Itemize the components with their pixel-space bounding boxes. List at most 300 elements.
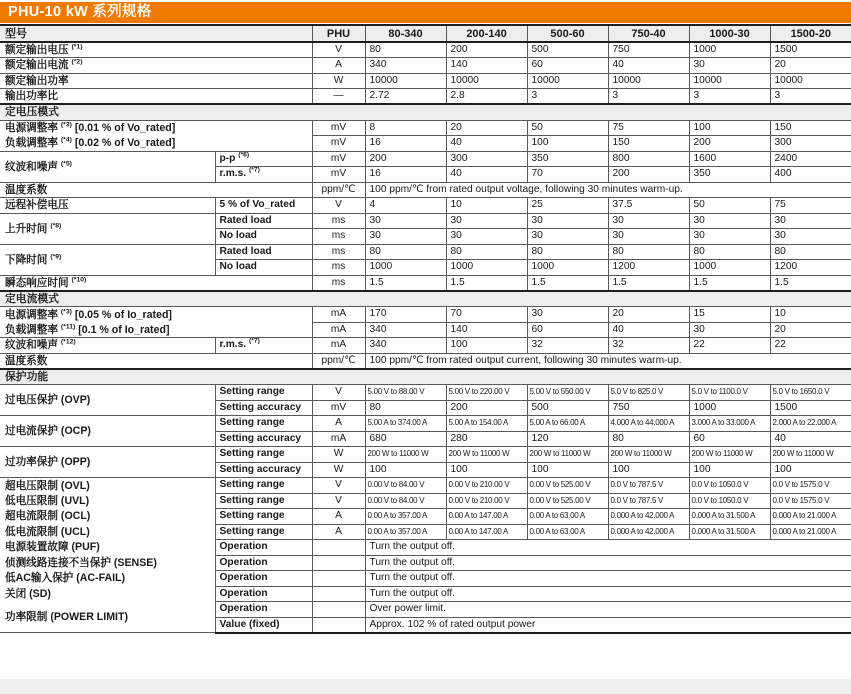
row-sublabel: Setting range — [215, 385, 312, 401]
value-cell: 100 — [446, 338, 527, 354]
value-cell: 170 — [365, 307, 446, 323]
row-label: 过电压保护 (OVP) — [0, 385, 215, 416]
value-cell: 80 — [446, 244, 527, 260]
value-span-cell: Turn the output off. — [365, 540, 851, 556]
value-cell: 5.00 A to 154.00 A — [446, 416, 527, 432]
value-cell: 0.00 A to 63.00 A — [527, 524, 608, 540]
value-cell: 100 — [770, 462, 851, 478]
value-cell: 20 — [446, 120, 527, 136]
unit-cell: mV — [312, 400, 365, 416]
value-cell: 30 — [608, 229, 689, 245]
value-cell: 5.00 A to 374.00 A — [365, 416, 446, 432]
value-cell: 0.00 V to 525.00 V — [527, 478, 608, 494]
value-cell: 3 — [608, 89, 689, 105]
row-label: 瞬态响应时间 $^{(*10)}$ — [0, 275, 312, 291]
row-label: 关闭 (SD) — [0, 586, 215, 602]
table-row — [0, 322, 851, 338]
unit-cell: ms — [312, 213, 365, 229]
value-cell: 280 — [446, 431, 527, 447]
section-row — [0, 369, 851, 385]
table-row — [0, 89, 851, 105]
value-cell: 5.0 V to 1650.0 V — [770, 385, 851, 401]
row-sublabel: No load — [215, 260, 312, 276]
value-cell: 3 — [770, 89, 851, 105]
row-label: 超电压限制 (OVL) — [0, 478, 215, 494]
value-cell: 0.000 A to 21.000 A — [770, 524, 851, 540]
value-cell: 1000 — [689, 42, 770, 58]
row-sublabel: Setting range — [215, 447, 312, 463]
footnote-strip — [0, 679, 851, 694]
table-row — [0, 509, 851, 525]
row-sublabel: r.m.s. $^{(*7)}$ — [215, 338, 312, 354]
value-cell: 680 — [365, 431, 446, 447]
value-cell: 5.00 V to 88.00 V — [365, 385, 446, 401]
value-cell: 30 — [689, 229, 770, 245]
footnote-marker: (*7) — [248, 166, 260, 174]
value-cell: 150 — [608, 136, 689, 152]
value-cell: 200 W to 11000 W — [365, 447, 446, 463]
value-cell: 80 — [365, 42, 446, 58]
unit-cell: ms — [312, 244, 365, 260]
table-row — [0, 555, 851, 571]
table-row — [0, 182, 851, 198]
value-cell: 500 — [527, 42, 608, 58]
value-cell: 30 — [689, 58, 770, 74]
row-sublabel: Operation — [215, 555, 312, 571]
unit-cell: — — [312, 89, 365, 105]
section-row — [0, 291, 851, 307]
value-cell: 75 — [770, 198, 851, 214]
value-cell: 80 — [770, 244, 851, 260]
value-cell: 0.0 V to 1050.0 V — [689, 493, 770, 509]
value-cell: 10000 — [446, 73, 527, 89]
value-cell: 15 — [689, 307, 770, 323]
unit-cell — [312, 540, 365, 556]
footnote-marker: (*4) — [60, 136, 72, 144]
value-cell: 0.000 A to 42.000 A — [608, 524, 689, 540]
row-sublabel: Setting range — [215, 509, 312, 525]
value-cell: 300 — [446, 151, 527, 167]
value-cell: 100 — [608, 462, 689, 478]
spec-table-body — [0, 25, 851, 633]
value-cell: 200 — [446, 42, 527, 58]
value-span-cell: Turn the output off. — [365, 555, 851, 571]
row-sublabel: Operation — [215, 571, 312, 587]
value-cell: 30 — [527, 229, 608, 245]
row-label: 输出功率比 — [0, 89, 312, 105]
value-cell: 200 W to 11000 W — [608, 447, 689, 463]
value-cell: 0.00 V to 210.00 V — [446, 478, 527, 494]
unit-cell — [312, 571, 365, 587]
unit-cell: V — [312, 385, 365, 401]
col-header-model-range: 200-140 — [446, 25, 527, 42]
table-row — [0, 524, 851, 540]
value-cell: 400 — [770, 167, 851, 183]
page-title: PHU-10 kW 系列规格 — [0, 2, 851, 23]
value-cell: 50 — [527, 120, 608, 136]
row-sublabel: Value (fixed) — [215, 617, 312, 633]
unit-cell: mA — [312, 307, 365, 323]
value-cell: 100 — [689, 120, 770, 136]
table-row — [0, 136, 851, 152]
value-cell: 0.00 V to 210.00 V — [446, 493, 527, 509]
footnote-marker: (*7) — [248, 337, 260, 345]
unit-cell: A — [312, 509, 365, 525]
row-sublabel: Setting accuracy — [215, 462, 312, 478]
value-cell: 0.0 V to 1575.0 V — [770, 478, 851, 494]
value-cell: 0.000 A to 31.500 A — [689, 524, 770, 540]
unit-cell — [312, 586, 365, 602]
value-cell: 16 — [365, 136, 446, 152]
table-row — [0, 198, 851, 214]
col-header-model-range: 1500-20 — [770, 25, 851, 42]
value-cell: 1600 — [689, 151, 770, 167]
section-row — [0, 104, 851, 120]
row-label: 低AC输入保护 (AC-FAIL) — [0, 571, 215, 587]
value-span-cell: 100 ppm/℃ from rated output current, following 30 minutes warm-up. — [365, 353, 851, 369]
value-cell: 140 — [446, 322, 527, 338]
value-cell: 40 — [608, 322, 689, 338]
value-cell: 30 — [689, 213, 770, 229]
value-cell: 22 — [689, 338, 770, 354]
value-cell: 10000 — [770, 73, 851, 89]
value-cell: 1000 — [446, 260, 527, 276]
value-cell: 10000 — [689, 73, 770, 89]
value-cell: 0.00 A to 147.00 A — [446, 524, 527, 540]
unit-cell: ms — [312, 260, 365, 276]
value-cell: 5.00 V to 550.00 V — [527, 385, 608, 401]
value-span-cell: Turn the output off. — [365, 586, 851, 602]
unit-cell: mA — [312, 431, 365, 447]
value-cell: 0.0 V to 787.5 V — [608, 478, 689, 494]
value-cell: 10 — [770, 307, 851, 323]
value-cell: 60 — [527, 322, 608, 338]
row-sublabel: Setting range — [215, 416, 312, 432]
value-cell: 350 — [689, 167, 770, 183]
value-span-cell: Over power limit. — [365, 602, 851, 618]
value-cell: 0.000 A to 42.000 A — [608, 509, 689, 525]
value-cell: 200 W to 11000 W — [770, 447, 851, 463]
value-cell: 200 — [365, 151, 446, 167]
unit-cell: V — [312, 478, 365, 494]
row-label: 远程补偿电压 — [0, 198, 215, 214]
table-row — [0, 58, 851, 74]
unit-cell: ppm/℃ — [312, 353, 365, 369]
value-cell: 20 — [770, 322, 851, 338]
value-cell: 32 — [608, 338, 689, 354]
value-cell: 80 — [608, 431, 689, 447]
value-span-cell: Approx. 102 % of rated output power — [365, 617, 851, 633]
table-row — [0, 586, 851, 602]
unit-cell: ppm/℃ — [312, 182, 365, 198]
value-cell: 10000 — [365, 73, 446, 89]
value-cell: 100 — [689, 462, 770, 478]
value-cell: 20 — [608, 307, 689, 323]
value-cell: 5.0 V to 825.0 V — [608, 385, 689, 401]
value-cell: 0.0 V to 1575.0 V — [770, 493, 851, 509]
value-cell: 340 — [365, 322, 446, 338]
value-cell: 80 — [608, 244, 689, 260]
value-cell: 70 — [446, 307, 527, 323]
value-cell: 200 W to 11000 W — [446, 447, 527, 463]
table-row — [0, 120, 851, 136]
row-label: 低电压限制 (UVL) — [0, 493, 215, 509]
value-cell: 1.5 — [527, 275, 608, 291]
value-span-cell: 100 ppm/℃ from rated output voltage, following 30 minutes warm-up. — [365, 182, 851, 198]
value-cell: 1500 — [770, 400, 851, 416]
section-label: 保护功能 — [0, 369, 851, 385]
row-sublabel: Rated load — [215, 244, 312, 260]
row-label: 电源调整率 $^{(*3)}$ [0.01 % of Vo_rated] — [0, 120, 312, 136]
unit-cell: A — [312, 58, 365, 74]
unit-cell: mV — [312, 120, 365, 136]
value-cell: 75 — [608, 120, 689, 136]
row-sublabel: Setting range — [215, 524, 312, 540]
table-row — [0, 478, 851, 494]
table-row — [0, 602, 851, 618]
value-cell: 30 — [527, 307, 608, 323]
value-cell: 1000 — [365, 260, 446, 276]
row-label: 额定输出电流 $^{(*2)}$ — [0, 58, 312, 74]
value-cell: 40 — [446, 167, 527, 183]
value-cell: 1000 — [689, 400, 770, 416]
value-cell: 0.00 V to 84.00 V — [365, 493, 446, 509]
value-cell: 60 — [527, 58, 608, 74]
value-cell: 200 W to 11000 W — [527, 447, 608, 463]
value-cell: 1.5 — [608, 275, 689, 291]
value-cell: 200 — [689, 136, 770, 152]
value-cell: 50 — [689, 198, 770, 214]
table-row — [0, 213, 851, 229]
unit-cell: W — [312, 447, 365, 463]
section-label: 定电压模式 — [0, 104, 851, 120]
value-cell: 16 — [365, 167, 446, 183]
row-sublabel: p-p $^{(*6)}$ — [215, 151, 312, 167]
value-cell: 0.00 A to 147.00 A — [446, 509, 527, 525]
row-sublabel: 5 % of Vo_rated — [215, 198, 312, 214]
value-span-cell: Turn the output off. — [365, 571, 851, 587]
value-cell: 0.00 V to 525.00 V — [527, 493, 608, 509]
value-cell: 1.5 — [446, 275, 527, 291]
col-header-unit: PHU — [312, 25, 365, 42]
value-cell: 2.8 — [446, 89, 527, 105]
table-row — [0, 353, 851, 369]
table-row — [0, 540, 851, 556]
value-cell: 10000 — [527, 73, 608, 89]
col-header-model-range: 1000-30 — [689, 25, 770, 42]
row-label: 超电流限制 (OCL) — [0, 509, 215, 525]
value-cell: 5.0 V to 1100.0 V — [689, 385, 770, 401]
value-cell: 340 — [365, 338, 446, 354]
value-cell: 100 — [527, 462, 608, 478]
table-row — [0, 338, 851, 354]
unit-cell: mV — [312, 167, 365, 183]
spec-table — [0, 24, 851, 634]
value-cell: 750 — [608, 42, 689, 58]
value-cell: 25 — [527, 198, 608, 214]
value-cell: 30 — [689, 322, 770, 338]
value-cell: 100 — [527, 136, 608, 152]
unit-cell: W — [312, 73, 365, 89]
unit-cell: mV — [312, 151, 365, 167]
unit-cell: V — [312, 198, 365, 214]
row-label: 纹波和噪声 $^{(*5)}$ — [0, 151, 215, 182]
footnote-marker: (*10) — [71, 275, 87, 283]
unit-cell: ms — [312, 275, 365, 291]
footnote-marker: (*9) — [50, 252, 62, 260]
value-cell: 5.00 V to 220.00 V — [446, 385, 527, 401]
row-label: 过功率保护 (OPP) — [0, 447, 215, 478]
unit-cell: mA — [312, 338, 365, 354]
value-cell: 5.00 A to 66.00 A — [527, 416, 608, 432]
value-cell: 800 — [608, 151, 689, 167]
value-cell: 10000 — [608, 73, 689, 89]
table-row — [0, 73, 851, 89]
col-header-model-range: 500-60 — [527, 25, 608, 42]
value-cell: 80 — [365, 400, 446, 416]
value-cell: 30 — [608, 213, 689, 229]
value-cell: 350 — [527, 151, 608, 167]
value-cell: 0.0 V to 1050.0 V — [689, 478, 770, 494]
value-cell: 30 — [446, 229, 527, 245]
footnote-marker: (*3) — [60, 121, 72, 129]
value-cell: 3 — [527, 89, 608, 105]
row-sublabel: Rated load — [215, 213, 312, 229]
row-label: 下降时间 $^{(*9)}$ — [0, 244, 215, 275]
row-sublabel: r.m.s. $^{(*7)}$ — [215, 167, 312, 183]
table-row — [0, 307, 851, 323]
value-cell: 0.0 V to 787.5 V — [608, 493, 689, 509]
value-cell: 60 — [689, 431, 770, 447]
footnote-marker: (*3) — [60, 307, 72, 315]
footnote-marker: (*2) — [71, 58, 83, 66]
row-label: 功率限制 (POWER LIMIT) — [0, 602, 215, 633]
value-cell: 2.000 A to 22.000 A — [770, 416, 851, 432]
row-label: 温度系数 — [0, 353, 312, 369]
footnote-marker: (*5) — [60, 159, 72, 167]
col-header-model-range: 80-340 — [365, 25, 446, 42]
row-sublabel: Setting accuracy — [215, 400, 312, 416]
footnote-marker: (*8) — [50, 221, 62, 229]
value-cell: 500 — [527, 400, 608, 416]
value-cell: 1500 — [770, 42, 851, 58]
value-cell: 30 — [770, 213, 851, 229]
value-cell: 3 — [689, 89, 770, 105]
value-cell: 340 — [365, 58, 446, 74]
value-cell: 30 — [770, 229, 851, 245]
table-row — [0, 42, 851, 58]
table-row — [0, 244, 851, 260]
table-row — [0, 493, 851, 509]
row-sublabel: Setting range — [215, 493, 312, 509]
footnote-marker: (*1) — [71, 43, 83, 51]
value-cell: 0.000 A to 31.500 A — [689, 509, 770, 525]
value-cell: 32 — [527, 338, 608, 354]
row-label: 温度系数 — [0, 182, 312, 198]
row-label: 侦测线路连接不当保护 (SENSE) — [0, 555, 215, 571]
unit-cell: ms — [312, 229, 365, 245]
table-row — [0, 571, 851, 587]
row-sublabel: Operation — [215, 586, 312, 602]
row-sublabel: No load — [215, 229, 312, 245]
value-cell: 200 — [608, 167, 689, 183]
value-cell: 2.72 — [365, 89, 446, 105]
row-label: 低电流限制 (UCL) — [0, 524, 215, 540]
value-cell: 22 — [770, 338, 851, 354]
unit-cell: V — [312, 42, 365, 58]
value-cell: 80 — [689, 244, 770, 260]
row-label: 纹波和噪声 $^{(*12)}$ — [0, 338, 215, 354]
value-cell: 37.5 — [608, 198, 689, 214]
value-cell: 300 — [770, 136, 851, 152]
value-cell: 1.5 — [365, 275, 446, 291]
row-label: 电源装置故障 (PUF) — [0, 540, 215, 556]
row-sublabel: Setting accuracy — [215, 431, 312, 447]
value-cell: 30 — [365, 229, 446, 245]
row-label: 过电流保护 (OCP) — [0, 416, 215, 447]
value-cell: 0.000 A to 21.000 A — [770, 509, 851, 525]
row-label: 额定输出电压 $^{(*1)}$ — [0, 42, 312, 58]
value-cell: 10 — [446, 198, 527, 214]
header-row — [0, 25, 851, 42]
row-label: 上升时间 $^{(*8)}$ — [0, 213, 215, 244]
value-cell: 2400 — [770, 151, 851, 167]
col-header-model-range: 750-40 — [608, 25, 689, 42]
value-cell: 8 — [365, 120, 446, 136]
value-cell: 1.5 — [770, 275, 851, 291]
footnote-marker: (*6) — [238, 151, 250, 159]
value-cell: 100 — [446, 462, 527, 478]
row-label: 负载调整率 $^{(*11)}$ [0.1 % of Io_rated] — [0, 322, 312, 338]
value-cell: 140 — [446, 58, 527, 74]
section-label: 定电流模式 — [0, 291, 851, 307]
unit-cell: W — [312, 462, 365, 478]
footnote-marker: (*11) — [60, 322, 76, 330]
table-row — [0, 151, 851, 167]
row-label: 电源调整率 $^{(*3)}$ [0.05 % of Io_rated] — [0, 307, 312, 323]
footnote-marker: (*12) — [60, 338, 76, 346]
value-cell: 0.00 A to 63.00 A — [527, 509, 608, 525]
table-row — [0, 275, 851, 291]
value-cell: 80 — [365, 244, 446, 260]
unit-cell — [312, 555, 365, 571]
unit-cell — [312, 617, 365, 633]
value-cell: 1200 — [608, 260, 689, 276]
table-row — [0, 416, 851, 432]
value-cell: 4.000 A to 44.000 A — [608, 416, 689, 432]
value-cell: 20 — [770, 58, 851, 74]
unit-cell: mA — [312, 322, 365, 338]
value-cell: 0.00 A to 357.00 A — [365, 524, 446, 540]
unit-cell — [312, 602, 365, 618]
value-cell: 4 — [365, 198, 446, 214]
value-cell: 1000 — [527, 260, 608, 276]
value-cell: 80 — [527, 244, 608, 260]
value-cell: 750 — [608, 400, 689, 416]
value-cell: 1200 — [770, 260, 851, 276]
row-sublabel: Operation — [215, 540, 312, 556]
unit-cell: A — [312, 524, 365, 540]
value-cell: 120 — [527, 431, 608, 447]
value-cell: 200 — [446, 400, 527, 416]
value-cell: 3.000 A to 33.000 A — [689, 416, 770, 432]
value-cell: 30 — [365, 213, 446, 229]
row-label: 负载调整率 $^{(*4)}$ [0.02 % of Vo_rated] — [0, 136, 312, 152]
value-cell: 1.5 — [689, 275, 770, 291]
table-row — [0, 447, 851, 463]
table-row — [0, 385, 851, 401]
value-cell: 1000 — [689, 260, 770, 276]
